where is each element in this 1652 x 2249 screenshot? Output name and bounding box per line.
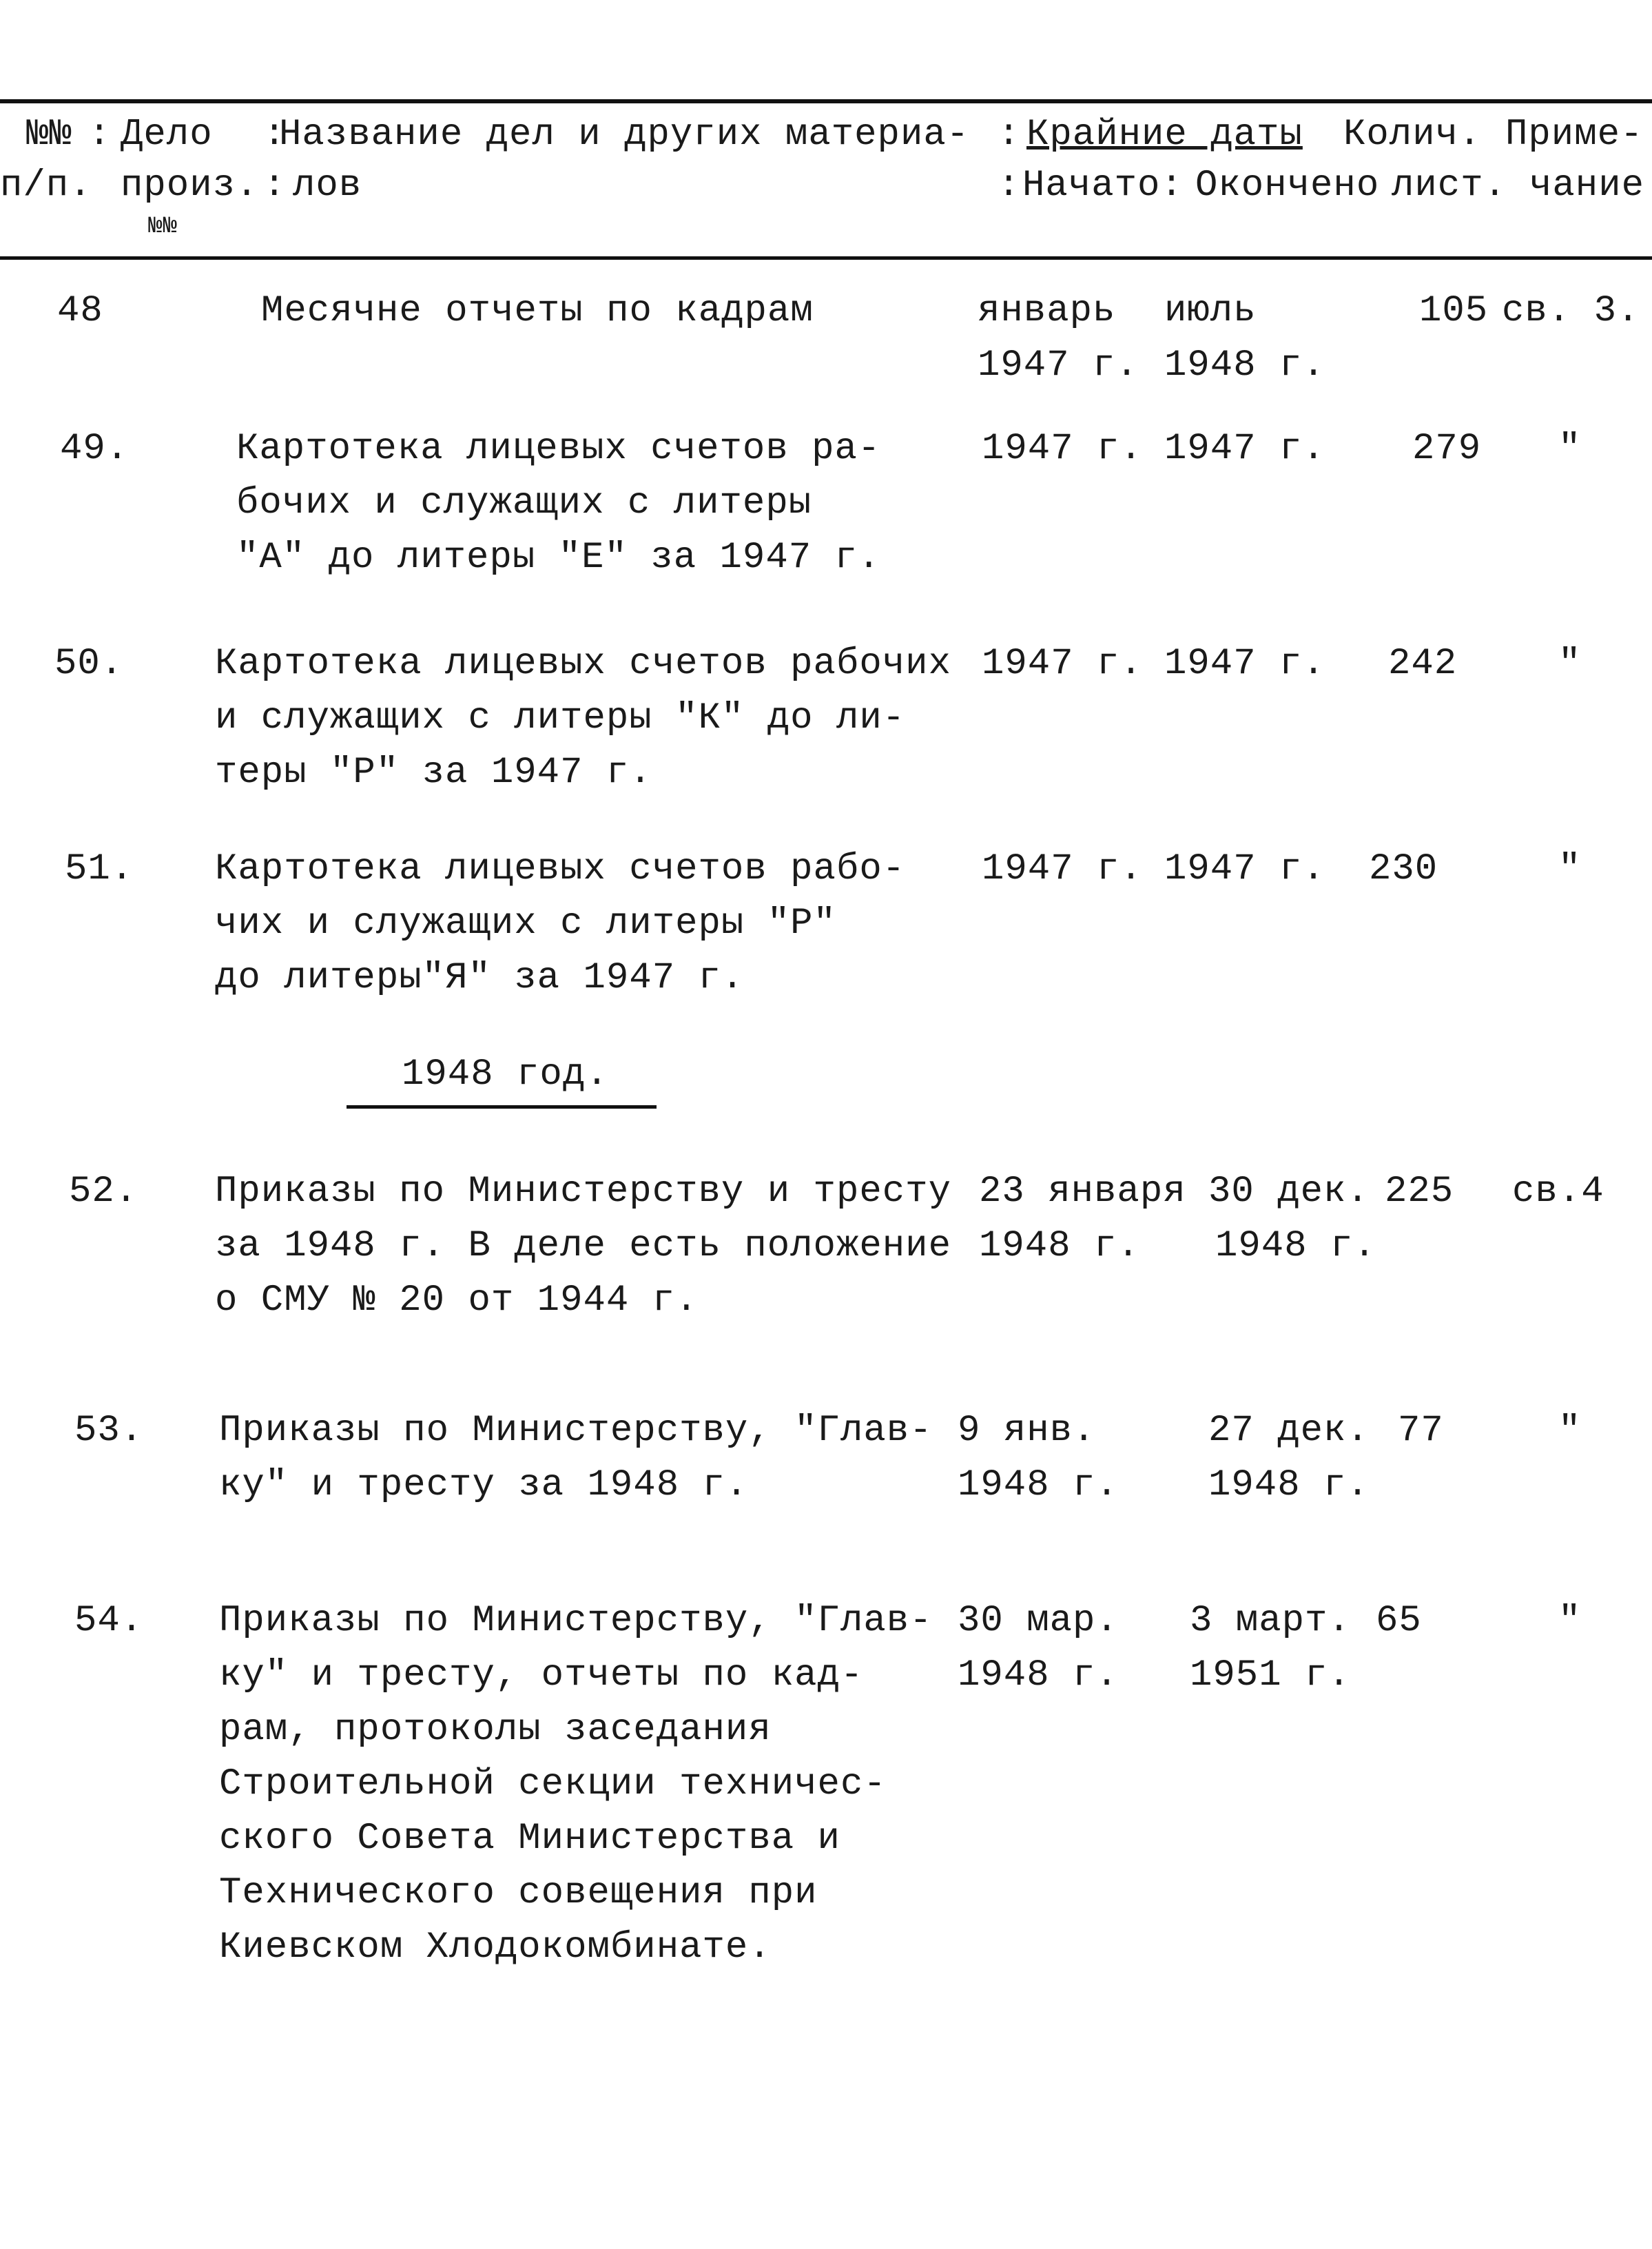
- row-number: 52.: [69, 1171, 138, 1213]
- row-sheet-count: 242: [1388, 643, 1458, 685]
- header-case-2: произ.: [121, 165, 259, 207]
- row-title-line: Приказы по Министерству, "Глав-: [219, 1410, 933, 1452]
- header-title-2: лов: [293, 165, 362, 207]
- section-underline: [347, 1105, 657, 1109]
- row-note: ": [1558, 1410, 1582, 1452]
- row-number: 49.: [60, 428, 130, 470]
- row-title-line: Приказы по Министерству и тресту: [215, 1171, 951, 1213]
- row-end-date: июль: [1164, 290, 1257, 332]
- row-start-date: 9 янв.: [958, 1410, 1096, 1452]
- row-number: 48: [57, 290, 103, 332]
- row-title-line: Картотека лицевых счетов рабочих: [215, 643, 951, 685]
- row-note: св.4: [1512, 1171, 1604, 1213]
- row-note: св. 3.: [1502, 290, 1640, 332]
- row-note: ": [1558, 643, 1582, 685]
- row-end-date: 27 дек.: [1208, 1410, 1370, 1452]
- header-title-1: Название дел и других материа-: [279, 114, 970, 156]
- row-sheet-count: 230: [1369, 848, 1438, 890]
- row-title-line: и служащих с литеры "К" до ли-: [215, 697, 906, 739]
- row-end-date: 30 дек.: [1208, 1171, 1370, 1213]
- row-end-date: 1947 г.: [1164, 428, 1325, 470]
- row-end-date: 3 март.: [1190, 1600, 1351, 1642]
- row-title-line: Картотека лицевых счетов ра-: [236, 428, 881, 470]
- header-case-3: №№: [148, 214, 178, 240]
- row-title-line: ского Совета Министерства и: [219, 1818, 840, 1860]
- header-separator: :: [88, 114, 111, 156]
- row-start-date: январь: [978, 290, 1116, 332]
- header-dates: Крайние даты: [1026, 114, 1303, 156]
- header-count-1: Колич.: [1343, 114, 1482, 156]
- header-separator: :: [998, 114, 1020, 156]
- row-end-date: 1948 г.: [1208, 1464, 1370, 1506]
- row-end-date: 1948 г.: [1215, 1225, 1376, 1267]
- header-bottom-rule: [0, 256, 1652, 260]
- row-sheet-count: 65: [1376, 1600, 1422, 1642]
- header-separator: :: [998, 165, 1020, 207]
- row-title-line: Строительной секции техничес-: [219, 1763, 887, 1805]
- row-start-date: 1947 г.: [982, 428, 1143, 470]
- row-note: ": [1558, 848, 1582, 890]
- header-no-1: №№: [26, 114, 72, 156]
- row-title-line: чих и служащих с литеры "Р": [215, 903, 836, 945]
- row-number: 54.: [74, 1600, 144, 1642]
- header-note-1: Приме-: [1505, 114, 1644, 156]
- header-no-2: п/п.: [0, 165, 92, 207]
- row-note: ": [1558, 1600, 1582, 1642]
- row-title-line: "А" до литеры "Е" за 1947 г.: [236, 537, 881, 579]
- row-end-date: 1951 г.: [1190, 1654, 1351, 1696]
- row-number: 53.: [74, 1410, 144, 1452]
- row-note: ": [1558, 428, 1582, 470]
- row-title-line: Месячне отчеты по кадрам: [261, 290, 814, 332]
- row-sheet-count: 225: [1385, 1171, 1454, 1213]
- section-heading: 1948 год.: [402, 1054, 609, 1096]
- row-title-line: бочих и служащих с литеры: [236, 482, 812, 524]
- header-note-2: чание: [1529, 165, 1645, 207]
- row-start-date: 1948 г.: [958, 1464, 1119, 1506]
- row-title-line: ку" и тресту за 1948 г.: [219, 1464, 749, 1506]
- row-title-line: ку" и тресту, отчеты по кад-: [219, 1654, 864, 1696]
- header-start: Начато:: [1022, 165, 1184, 207]
- row-title-line: рам, протоколы заседания: [219, 1709, 772, 1751]
- header-separator: :: [263, 165, 286, 207]
- row-start-date: 1948 г.: [958, 1654, 1119, 1696]
- row-number: 51.: [65, 848, 134, 890]
- row-start-date: 30 мар.: [958, 1600, 1119, 1642]
- row-title-line: Приказы по Министерству, "Глав-: [219, 1600, 933, 1642]
- row-title-line: теры "Р" за 1947 г.: [215, 752, 652, 794]
- row-start-date: 23 января: [979, 1171, 1186, 1213]
- row-end-date: 1947 г.: [1164, 848, 1325, 890]
- row-title-line: о СМУ № 20 от 1944 г.: [215, 1280, 699, 1322]
- header-separator: :: [263, 114, 286, 156]
- header-case-1: Дело: [121, 114, 213, 156]
- row-title-line: за 1948 г. В деле есть положение: [215, 1225, 951, 1267]
- row-title-line: Киевском Хлодокомбинате.: [219, 1927, 772, 1969]
- header-end: Окончено: [1195, 165, 1380, 207]
- row-end-date: 1948 г.: [1164, 345, 1325, 387]
- row-start-date: 1948 г.: [979, 1225, 1140, 1267]
- row-end-date: 1947 г.: [1164, 643, 1325, 685]
- row-title-line: до литеры"Я" за 1947 г.: [215, 957, 745, 999]
- row-start-date: 1947 г.: [982, 643, 1143, 685]
- table-top-rule: [0, 99, 1652, 103]
- row-start-date: 1947 г.: [978, 345, 1139, 387]
- header-count-2: лист.: [1392, 165, 1507, 207]
- row-sheet-count: 279: [1412, 428, 1482, 470]
- row-sheet-count: 105: [1419, 290, 1489, 332]
- row-start-date: 1947 г.: [982, 848, 1143, 890]
- row-number: 50.: [54, 643, 124, 685]
- row-title-line: Картотека лицевых счетов рабо-: [215, 848, 906, 890]
- row-sheet-count: 77: [1398, 1410, 1444, 1452]
- row-title-line: Технического совещения при: [219, 1872, 818, 1914]
